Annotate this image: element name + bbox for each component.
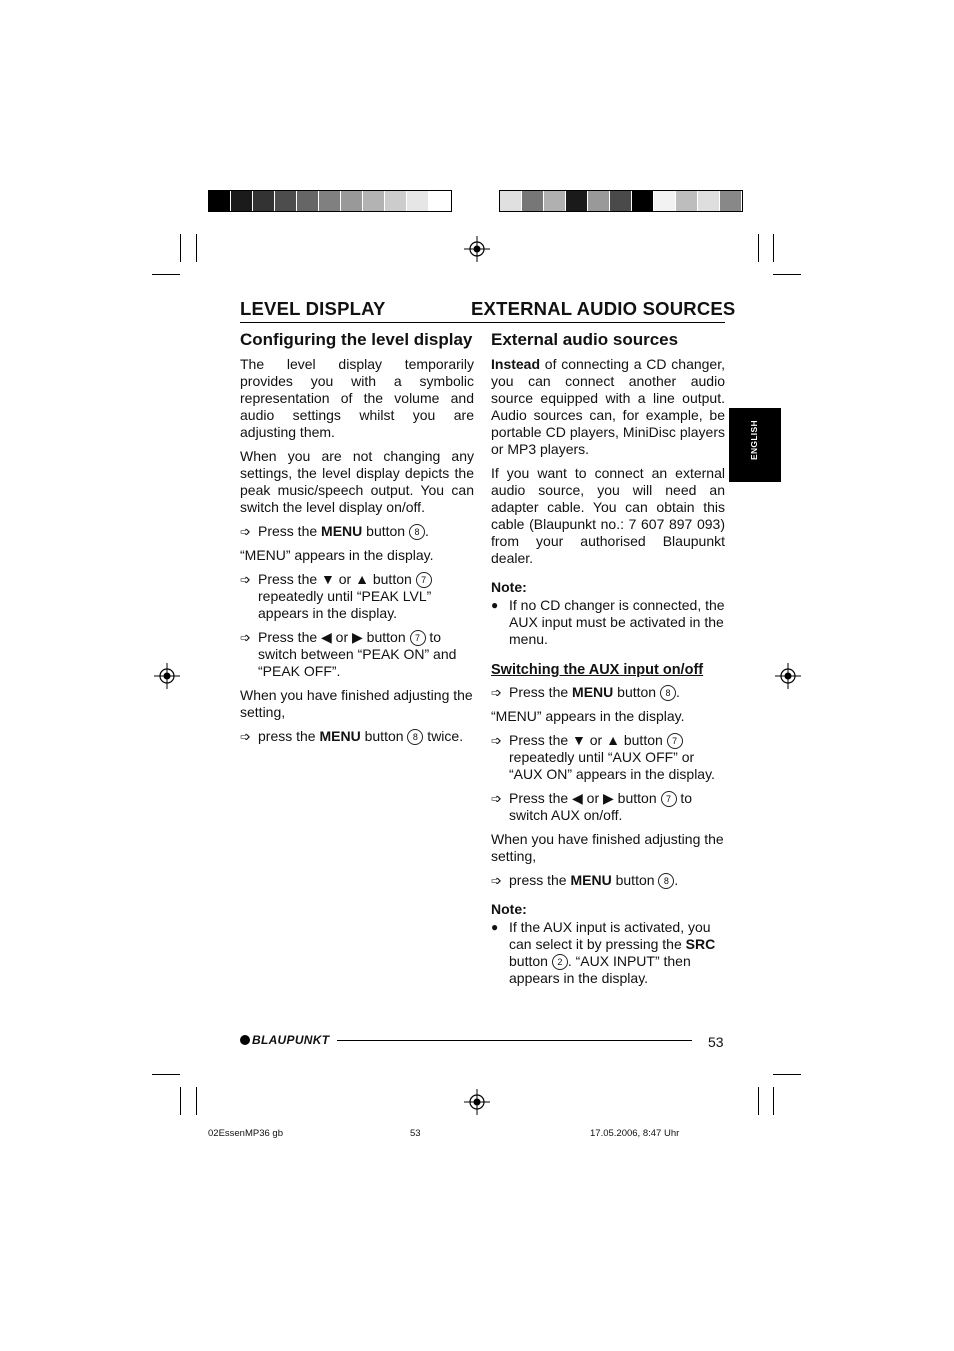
instruction-step: ➩ press the MENU button 8 .: [491, 872, 679, 888]
subtitle-configuring: Configuring the level display: [240, 330, 473, 349]
bullet-icon: ●: [491, 920, 499, 934]
note-title: Note:: [491, 901, 527, 917]
paragraph: When you have finished adjusting the setting,: [491, 831, 724, 864]
instruction-step: ➩ Press the MENU button 8 .: [491, 684, 680, 700]
crop-mark: [773, 234, 774, 262]
color-swatch: [231, 191, 253, 211]
color-swatch: [363, 191, 385, 211]
color-swatch: [632, 191, 654, 211]
paragraph: “MENU” appears in the display.: [491, 708, 685, 724]
crop-mark: [758, 234, 759, 262]
color-swatch: [500, 191, 522, 211]
arrow-right-icon: ➩: [491, 873, 502, 888]
arrow-right-icon: ➩: [240, 729, 251, 744]
crop-mark: [773, 1074, 801, 1075]
subtitle-external-audio: External audio sources: [491, 330, 679, 349]
button-number-badge: 8: [409, 524, 425, 540]
arrow-right-icon: ➩: [491, 791, 502, 806]
color-swatch: [522, 191, 544, 211]
color-swatch: [610, 191, 632, 211]
heading-level-display: LEVEL DISPLAY: [240, 298, 386, 319]
instruction-step: ➩ Press the ◀ or ▶ button 7 to switch AUX on/off.: [491, 790, 693, 823]
registration-mark-icon: [775, 663, 801, 689]
paragraph: When you are not changing any settings, the level display depicts the peak music/speech output. You can switch the level display on/off.: [240, 448, 474, 515]
color-swatch: [319, 191, 341, 211]
color-swatch: [544, 191, 566, 211]
color-bar-right: [499, 190, 743, 212]
color-swatch: [720, 191, 742, 211]
crop-mark: [773, 274, 801, 275]
crop-mark: [196, 1087, 197, 1115]
language-tab-label: ENGLISH: [749, 420, 759, 460]
left-column: [240, 329, 474, 752]
instruction-step: ➩ press the MENU button 8 twice.: [240, 728, 464, 744]
registration-mark-icon: [154, 663, 180, 689]
instruction-step: ➩ Press the ◀ or ▶ button 7 to switch between “PEAK ON” and “PEAK OFF”.: [240, 629, 457, 679]
color-swatch: [588, 191, 610, 211]
language-tab: [729, 408, 781, 482]
registration-mark-icon: [464, 1089, 490, 1115]
color-swatch: [253, 191, 275, 211]
bullet-icon: ●: [491, 598, 499, 612]
color-swatch: [566, 191, 588, 211]
imprint-page: 53: [410, 1128, 421, 1139]
color-swatch: [698, 191, 720, 211]
instruction-step: ➩ Press the ▼ or ▲ button 7 repeatedly until “AUX OFF” or “AUX ON” appears in the display.: [491, 732, 715, 782]
button-number-badge: 8: [658, 873, 674, 889]
crop-mark: [180, 1087, 181, 1115]
color-swatch: [429, 191, 451, 211]
color-swatch: [275, 191, 297, 211]
color-swatch: [297, 191, 319, 211]
button-number-badge: 2: [552, 954, 568, 970]
button-number-badge: 7: [410, 630, 426, 646]
button-number-badge: 7: [416, 572, 432, 588]
heading-external-audio-sources: EXTERNAL AUDIO SOURCES: [471, 298, 736, 319]
color-swatch: [341, 191, 363, 211]
subtitle-switching-aux: Switching the AUX input on/off: [491, 662, 704, 678]
arrow-right-icon: ➩: [491, 685, 502, 700]
brand-logo: BLAUPUNKT: [240, 1033, 329, 1047]
crop-mark: [773, 1087, 774, 1115]
footer-rule: [337, 1040, 692, 1041]
paragraph: “MENU” appears in the display.: [240, 547, 434, 563]
arrow-right-icon: ➩: [491, 733, 502, 748]
imprint-date: 17.05.2006, 8:47 Uhr: [590, 1128, 680, 1139]
color-swatch: [385, 191, 407, 211]
note-bullet: ● If the AUX input is activated, you can select it by pressing the SRC button 2 . “AUX INPUT” then appears in the display.: [491, 919, 716, 986]
crop-mark: [152, 274, 180, 275]
button-number-badge: 8: [660, 685, 676, 701]
button-number-badge: 7: [661, 791, 677, 807]
color-swatch: [407, 191, 429, 211]
arrow-right-icon: ➩: [240, 524, 251, 539]
color-bar-left: [208, 190, 452, 212]
crop-mark: [152, 1074, 180, 1075]
color-swatch: [676, 191, 698, 211]
logo-dot-icon: [240, 1035, 250, 1045]
right-column: [491, 329, 725, 994]
color-swatch: [654, 191, 676, 211]
arrow-right-icon: ➩: [240, 572, 251, 587]
button-number-badge: 8: [407, 729, 423, 745]
paragraph: When you have finished adjusting the setting,: [240, 687, 473, 720]
paragraph: Instead of connecting a CD changer, you can connect another audio source equipped with a line output. Audio sources can, for example, be portable CD players, MiniDisc players or MP3 players.: [491, 356, 725, 457]
button-number-badge: 7: [667, 733, 683, 749]
paragraph: If you want to connect an external audio source, you will need an adapter cable. You can obtain this cable (Blaupunkt no.: 7 607 897 093) from your authorised Blaupunkt dealer.: [491, 465, 725, 566]
arrow-right-icon: ➩: [240, 630, 251, 645]
heading-rule: [240, 322, 725, 323]
note-title: Note:: [491, 579, 527, 595]
note-bullet: ● If no CD changer is connected, the AUX input must be activated in the menu.: [491, 597, 725, 647]
crop-mark: [758, 1087, 759, 1115]
instruction-step: ➩ Press the ▼ or ▲ button 7 repeatedly until “PEAK LVL” appears in the display.: [240, 571, 432, 621]
instruction-step: ➩ Press the MENU button 8 .: [240, 523, 429, 539]
page-number: 53: [708, 1034, 724, 1050]
crop-mark: [180, 234, 181, 262]
imprint-file: 02EssenMP36 gb: [208, 1128, 283, 1139]
paragraph: The level display temporarily provides you with a symbolic representation of the volume and audio settings whilst you are adjusting them.: [240, 356, 474, 440]
crop-mark: [196, 234, 197, 262]
registration-mark-icon: [464, 236, 490, 262]
color-swatch: [209, 191, 231, 211]
